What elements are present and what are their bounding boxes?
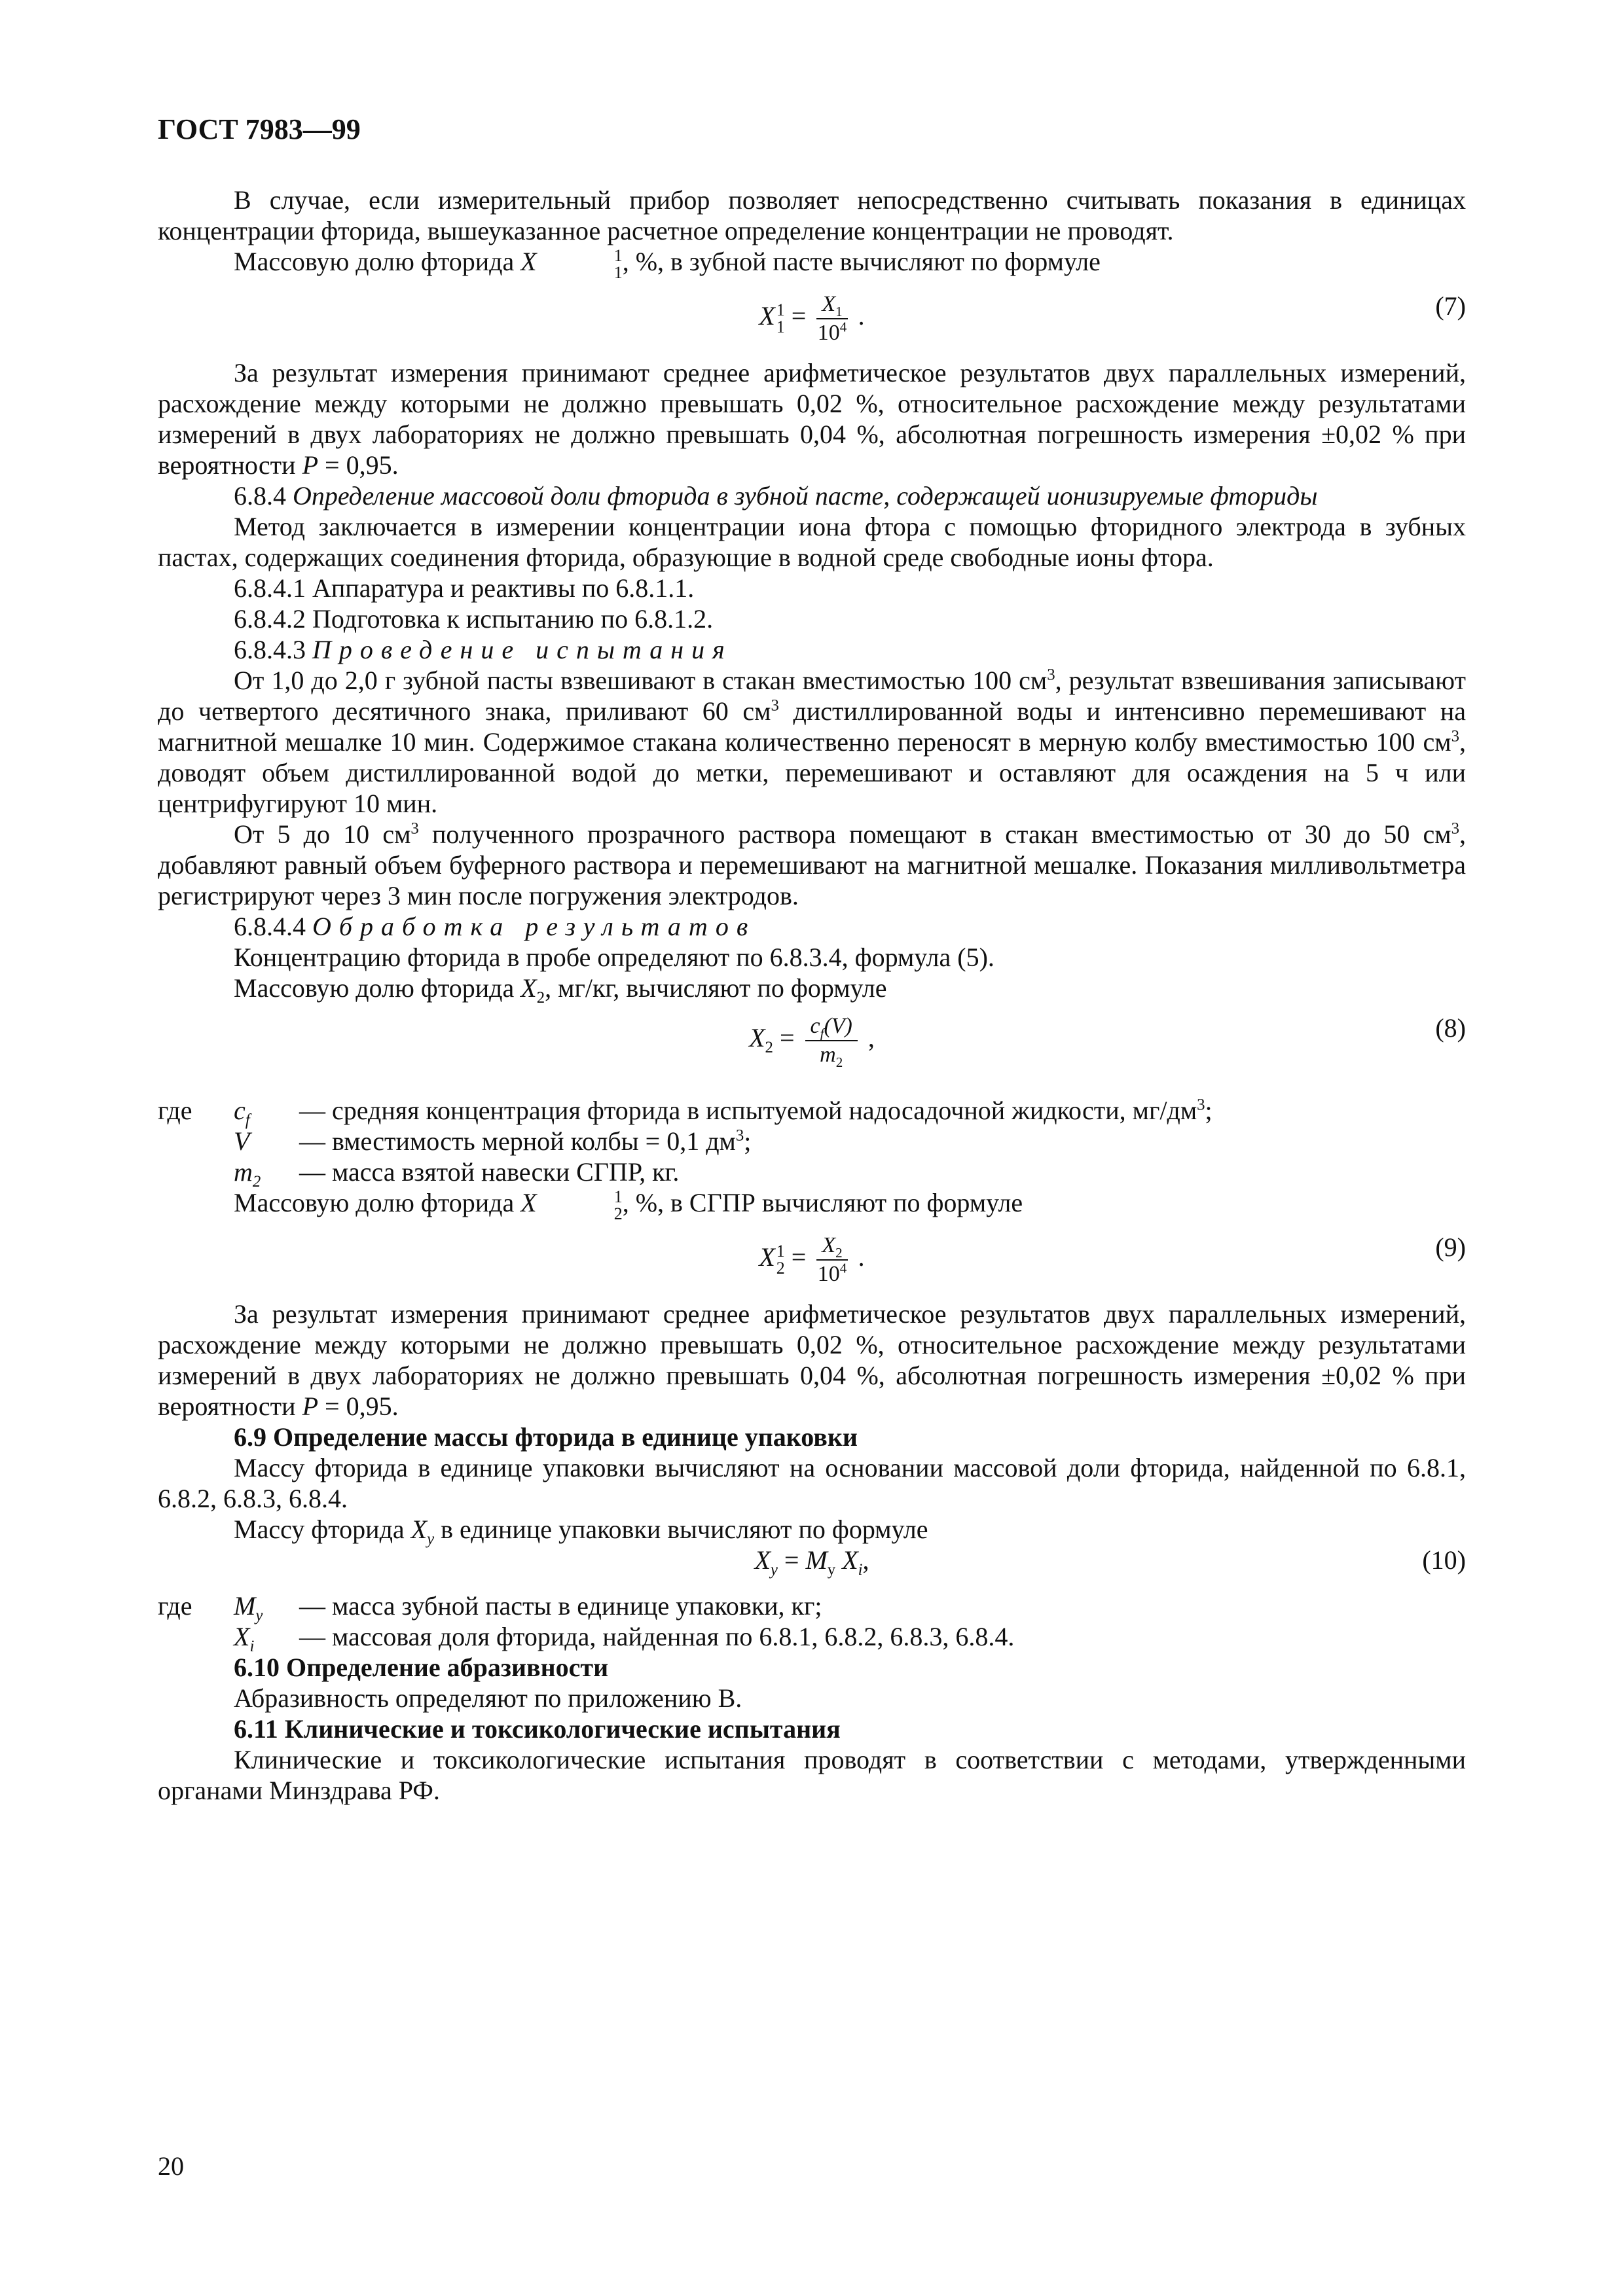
equation-number: (7) (1435, 291, 1466, 321)
paragraph-formula10-intro: Массу фторида $X_y$ в единице упаковки вычисляют по формуле (234, 1514, 928, 1548)
paragraph-procedure-1: От 1,0 до 2,0 г зубной пасты взвешивают в стакан вместимостью 100 $см^3$, результат взвешивания записывают до четвертого десятичного знака, приливают 60 $см^3$ дистиллированной воды и интенсивно перемешивают на магнитной мешалке 10 мин. Содержимое стакана количественно переносят в мерную колбу вместимостью 100 $см^3$, доводят объем дистиллированной водой до метки, перемешивают и оставляют для осаждения на 5 ч или центрифугируют 10 мин. (158, 665, 1466, 818)
section-6-8-4-1: 6.8.4.1 Аппаратура и реактивы по 6.8.1.1. (234, 573, 695, 603)
section-6-8-4-3-heading: 6.8.4.3 Проведение испытания (234, 634, 733, 664)
paragraph-formula9-intro: Массовую долю фторида X 1 2 , %, в СГПР вычисляют по формуле (234, 1187, 1023, 1223)
equation-10: $X_y = M_y$ $X_i$, (10) (754, 1545, 1466, 1579)
where-row: V — вместимость мерной колбы = 0,1 $дм^3$; (234, 1126, 752, 1156)
paragraph-result: За результат измерения принимают среднее арифметическое результатов двух параллельных измерений, расхождение между которыми не должно превышать 0,02 %, относительное расхождение между результатами измерений в двух лабораториях не должно превышать 0,04 %, абсолютная погрешность измерения ±0,02 % при вероятности P = 0,95. (158, 357, 1466, 480)
paragraph-result-2: За результат измерения принимают среднее арифметическое результатов двух параллельных измерений, расхождение между которыми не должно превышать 0,02 %, относительное расхождение между результатами измерений в двух лабораториях не должно превышать 0,04 %, абсолютная погрешность измерения ±0,02 % при вероятности P = 0,95. (158, 1299, 1466, 1421)
where-list-10 (158, 1590, 1466, 1655)
paragraph-intro: В случае, если измерительный прибор позволяет непосредственно считывать показания в единицах концентрации фторида, вышеуказанное расчетное определение концентрации не проводят. (158, 185, 1466, 245)
fraction: $\frac{c_f(V)}{m_2}$ (805, 1013, 858, 1069)
where-list-8 (158, 1095, 1466, 1191)
equation-9: X 1 2 = $\frac{X_2}{10^4}$ . (9) (158, 1223, 1466, 1299)
section-6-9-heading: 6.9 Определение массы фторида в единице упаковки (234, 1422, 858, 1452)
section-6-8-4-4-heading: 6.8.4.4 Обработка результатов (234, 911, 756, 941)
section-6-10-heading: 6.10 Определение абразивности (234, 1652, 609, 1682)
paragraph-6-9: Массу фторида в единице упаковки вычисляют на основании массовой доли фторида, найденной по 6.8.1, 6.8.2, 6.8.3, 6.8.4. (158, 1452, 1466, 1513)
page-number: 20 (158, 2151, 184, 2181)
where-row: где $M_y$ — масса зубной пасты в единице упаковки, кг; (158, 1590, 822, 1624)
paragraph-6-11: Клинические и токсикологические испытания проводят в соответствии с методами, утвержденными органами Минздрава РФ. (158, 1744, 1466, 1805)
paragraph-method: Метод заключается в измерении концентрации иона фтора с помощью фторидного электрода в зубных пастах, содержащих соединения фторида, образующие в водной среде свободные ионы фтора. (158, 511, 1466, 572)
fraction: $\frac{X_1}{10^4}$ (817, 291, 847, 345)
equation-7: X 1 1 = $\frac{X_1}{10^4}$ . (7) (158, 281, 1466, 357)
document-body (158, 185, 1466, 1806)
paragraph-6-10: Абразивность определяют по приложению В. (234, 1683, 742, 1713)
section-6-8-4-2: 6.8.4.2 Подготовка к испытанию по 6.8.1.2. (234, 603, 714, 634)
section-6-11-heading: 6.11 Клинические и токсикологические испытания (234, 1713, 841, 1744)
paragraph-procedure-2: От 5 до 10 $см^3$ полученного прозрачного раствора помещают в стакан вместимостью от 30 до 50 $см^3$, добавляют равный объем буферного раствора и перемешивают на магнитной мешалке. Показания милливольтметра регистрируют через 3 мин после погружения электродов. (158, 819, 1466, 910)
paragraph-concentration: Концентрацию фторида в пробе определяют по 6.8.3.4, формула (5). (234, 942, 994, 972)
equation-number: (8) (1435, 1013, 1466, 1043)
where-row: $X_i$ — массовая доля фторида, найденная по 6.8.1, 6.8.2, 6.8.3, 6.8.4. (234, 1621, 1015, 1655)
paragraph-formula8-intro: Массовую долю фторида $X_2$, мг/кг, вычисляют по формуле (234, 973, 887, 1007)
section-6-8-4-heading: 6.8.4 Определение массовой доли фторида в зубной пасте, содержащей ионизируемые фториды (234, 480, 1318, 511)
where-row: где $c_f$ — средняя концентрация фторида в испытуемой надосадочной жидкости, $мг/дм^3$; (158, 1095, 1213, 1129)
fraction: $\frac{X_2}{10^4}$ (817, 1232, 847, 1286)
equation-8: $X_2$ = $\frac{c_f(V)}{m_2}$ , (8) (749, 1013, 1466, 1070)
standard-header: ГОСТ 7983—99 (158, 113, 361, 145)
paragraph-formula7-intro: Массовую долю фторида X 1 1 , %, в зубной пасте вычисляют по формуле (234, 245, 1101, 282)
equation-number: (10) (1422, 1545, 1466, 1575)
equation-number: (9) (1435, 1232, 1466, 1262)
where-row: $m_2$ — масса взятой навески СГПР, кг. (234, 1157, 680, 1191)
